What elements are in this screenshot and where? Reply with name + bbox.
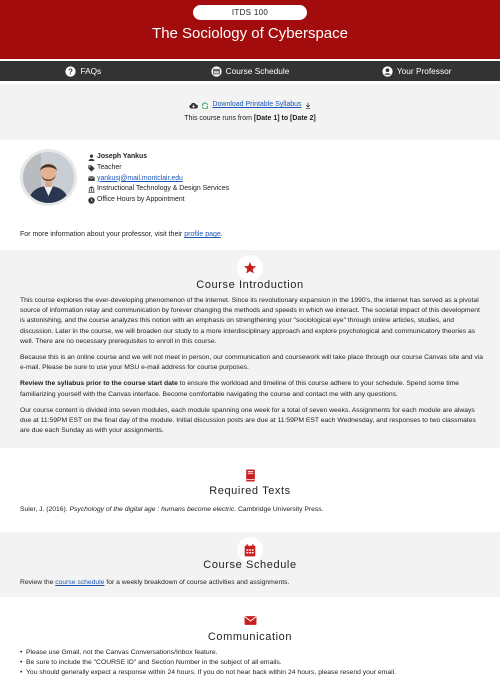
intro-paragraph: This course explores the ever-developing phenomenon of the internet. Since its revolutionary expansion in the 1990's, the internet has served as a pivotal source of information relay and communication by forever changing the methods and speeds in which we interact. The societal impact of this development is astonishing, and the course analyzes this notion with an emphasis on strengthening your "sociological eye" through online articles, studies, and discussion. Later in the course, we will broaden our study to a more interdisciplinary approach and explore psychological and communicatory theories as well. There are no necessary prerequisites to enroll in this course.: [20, 297, 480, 345]
download-syllabus-link[interactable]: Download Printable Syllabus: [212, 101, 302, 108]
svg-text:?: ?: [68, 66, 74, 76]
calendar-icon: [244, 544, 256, 557]
communication-heading: Communication: [207, 631, 293, 643]
professor-details: [88, 152, 229, 206]
course-schedule-link[interactable]: course schedule: [55, 579, 105, 586]
profile-page-link[interactable]: profile page: [184, 231, 221, 238]
star-icon: [243, 261, 257, 275]
schedule-prefix: Review the: [20, 579, 56, 586]
intro-bold-note: Review the syllabus prior to the course start date: [20, 380, 178, 388]
envelope-icon: [244, 615, 257, 626]
refresh-icon: [201, 102, 209, 109]
professor-role-row: [88, 163, 229, 174]
question-circle-icon: [65, 66, 76, 77]
course-date-range: [Date 1] to [Date 2]: [253, 115, 316, 122]
professor-email-row: [88, 174, 229, 185]
clock-icon: [88, 197, 95, 204]
intro-note-text: to ensure the workload and timeline of this course adhere to your schedule. Spend some time familiarizing yourself with the Canvas interface. Become comfortable navigating the course and contact me with any questions.: [20, 380, 459, 398]
professor-role: Teacher: [97, 163, 122, 171]
professor-department-row: [88, 184, 229, 195]
user-circle-icon: [382, 66, 393, 77]
nav-faqs-label: FAQs: [80, 65, 102, 76]
citation-title: Psychology of the digital age : humans become electric: [69, 506, 235, 513]
cloud-download-icon: [189, 102, 198, 109]
envelope-icon: [88, 175, 95, 182]
professor-email-link[interactable]: yankusj@mail.montclair.edu: [97, 174, 183, 182]
schedule-suffix: for a weekly breakdown of course activities and assignments.: [104, 579, 290, 586]
course-code-badge: ITDS 100: [193, 5, 307, 20]
course-schedule-heading: Course Schedule: [203, 559, 297, 571]
user-icon: [88, 154, 95, 161]
more-info-period: .: [220, 231, 223, 238]
course-dates-prefix: This course runs from: [184, 115, 254, 122]
professor-office-hours-row: [88, 195, 229, 206]
professor-name: Joseph Yankus: [97, 153, 148, 160]
list-item: • You should generally expect a response within 24 hours. If you do not hear back within 24 hours, please resend your email.: [26, 668, 486, 678]
intro-paragraph: [20, 379, 483, 399]
professor-department: Instructional Technology & Design Services: [97, 185, 230, 193]
citation-author: Suler, J. (2016).: [20, 506, 70, 513]
professor-name-row: [88, 152, 229, 163]
more-info-text: For more information about your professor, visit their: [20, 231, 185, 238]
course-introduction-heading: Course Introduction: [196, 279, 304, 291]
syllabus-band: [0, 84, 500, 140]
course-banner: [0, 0, 500, 59]
professor-more-info: [20, 230, 223, 240]
calendar-icon: [211, 66, 222, 77]
course-dates: [0, 114, 500, 124]
course-schedule-text: [20, 578, 483, 588]
professor-office-hours: Office Hours by Appointment: [97, 196, 185, 204]
tag-icon: [88, 165, 95, 172]
nav-your-professor-label: Your Professor: [396, 65, 452, 76]
required-texts-citation: [20, 505, 483, 515]
required-texts-heading: Required Texts: [209, 485, 291, 497]
course-introduction-body: [20, 296, 483, 442]
professor-avatar: [20, 149, 77, 206]
course-title: The Sociology of Cyberspace: [152, 25, 348, 42]
nav-faqs[interactable]: [0, 61, 167, 81]
list-item: • Please use Gmail, not the Canvas Conversations/Inbox feature.: [26, 648, 486, 658]
nav-your-professor[interactable]: [333, 61, 500, 81]
university-building-icon: [88, 186, 95, 193]
nav-course-schedule[interactable]: [167, 61, 334, 81]
download-arrow-icon: [305, 102, 311, 109]
nav-course-schedule-label: Course Schedule: [225, 65, 290, 76]
intro-paragraph: Because this is an online course and we will not meet in person, our communication and coursework will take place through our course Canvas site and via e-mail. Please be sure to use your MSU e-mail address for course purposes.: [20, 354, 483, 372]
communication-list: [26, 648, 486, 679]
course-nav-bar: [0, 61, 500, 81]
citation-publisher: . Cambridge University Press.: [234, 506, 324, 513]
professor-card: [20, 148, 480, 210]
list-item: • Be sure to include the "COURSE ID" and Section Number in the subject of all emails.: [26, 658, 486, 668]
syllabus-download-row: [0, 100, 500, 110]
intro-paragraph: Our course content is divided into seven modules, each module spanning one week for a total of seven weeks. Assignments for each module are always due at 11:59PM EST on the final day of the module. Initial discussion posts are due at 11:59PM EST each Wednesday, and responses to two classmates are due each Sunday as with your assignments.: [20, 406, 476, 435]
book-icon: [245, 469, 256, 482]
